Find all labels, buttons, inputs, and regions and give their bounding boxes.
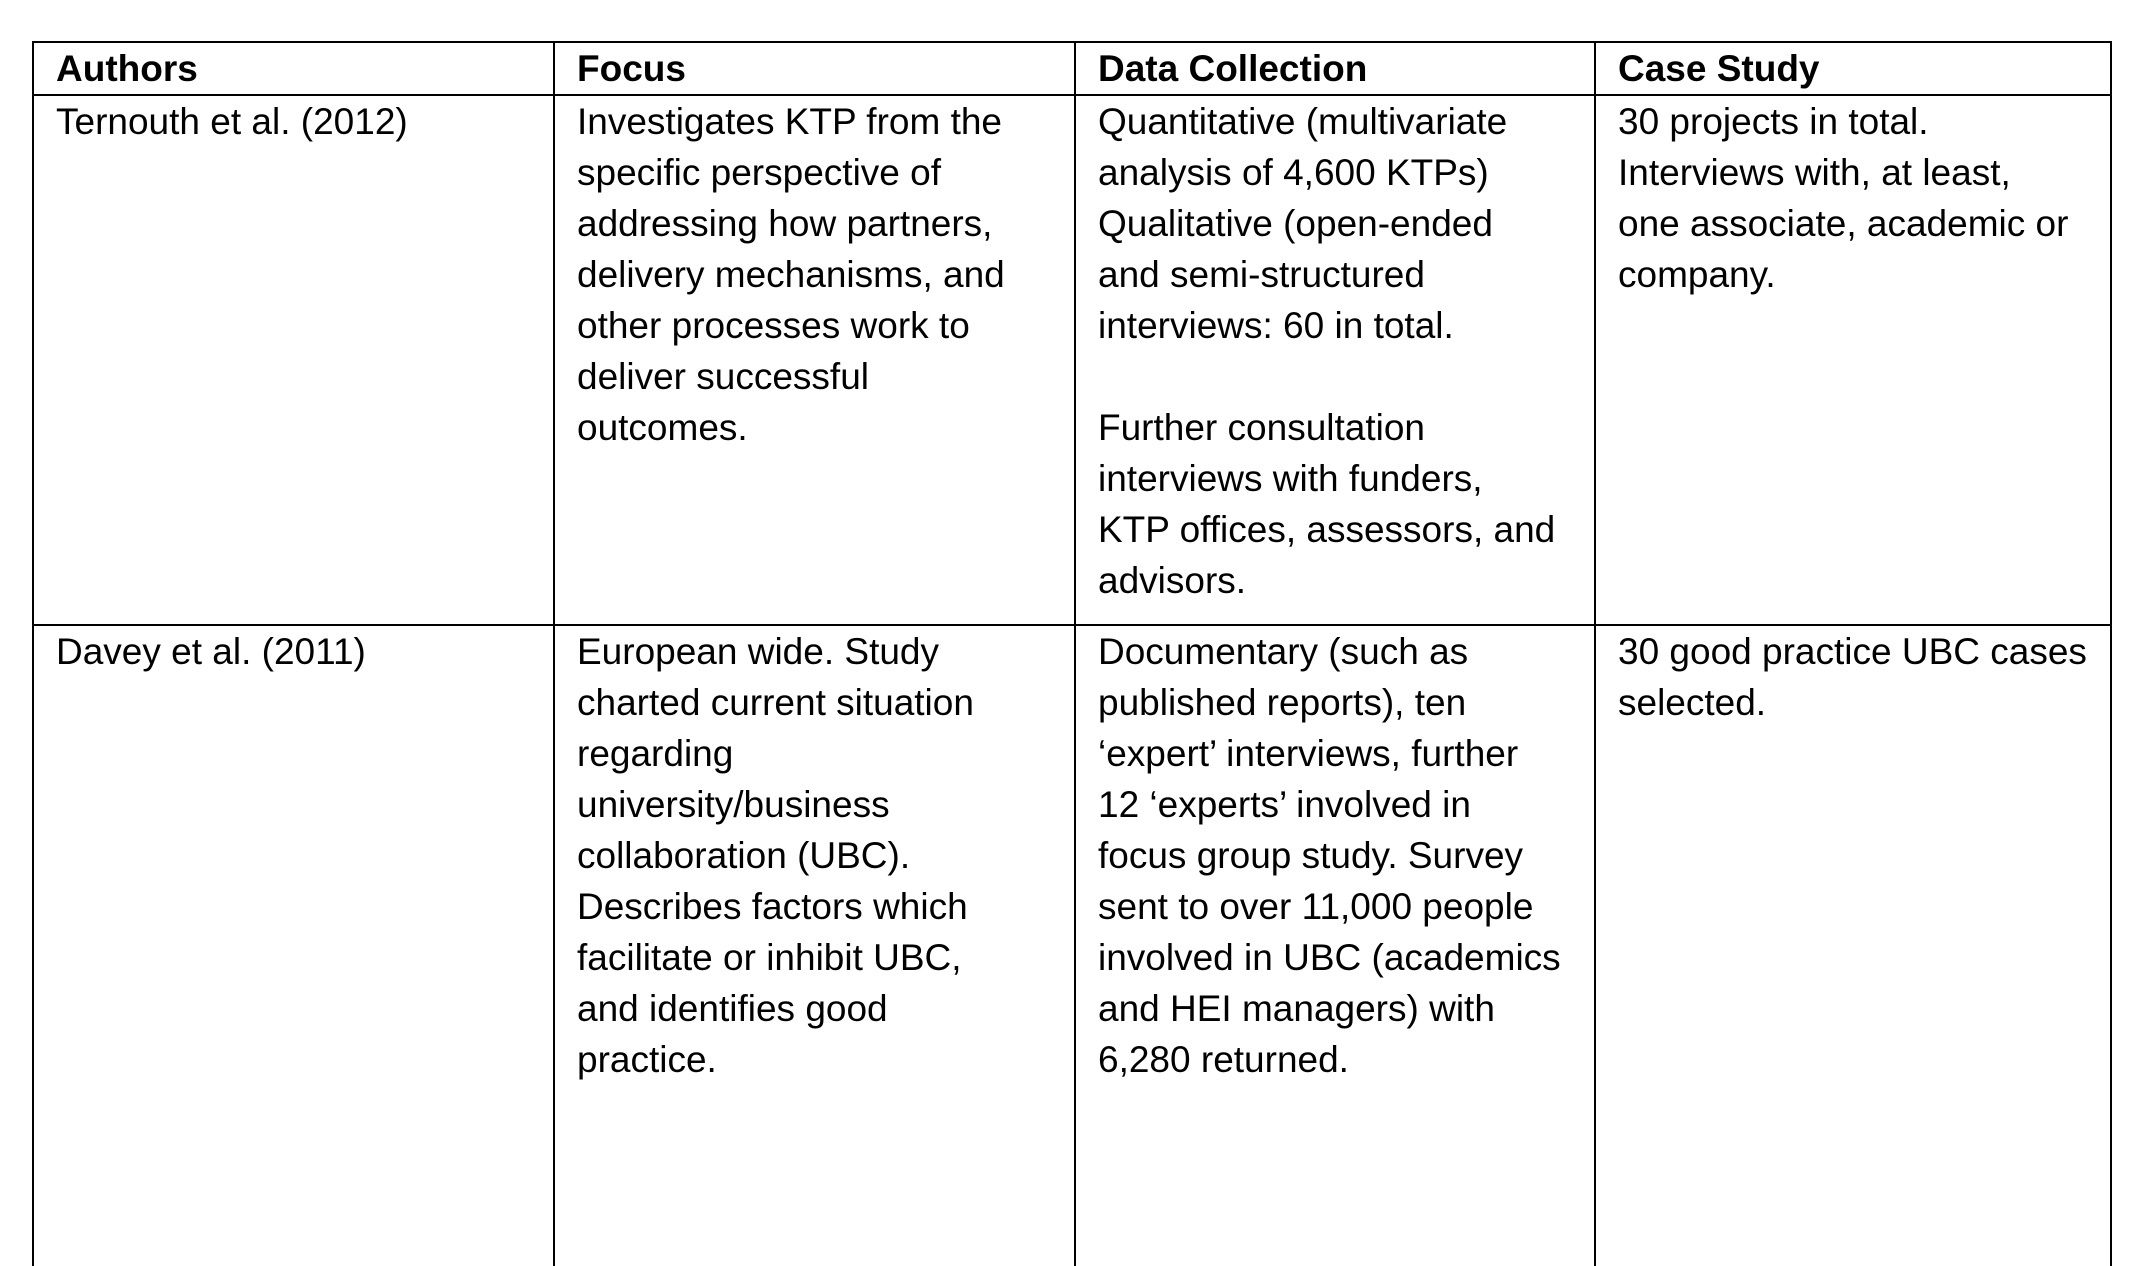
cell-authors <box>33 95 554 625</box>
focus-line: specific perspective of <box>577 152 942 193</box>
focus-line: charted current situation <box>577 682 974 723</box>
focus-line: Investigates KTP from the <box>577 101 1003 142</box>
cell-authors <box>33 625 554 1266</box>
focus-line: delivery mechanisms, and <box>577 254 1005 295</box>
case-study-line: selected. <box>1618 682 1767 723</box>
case-study-line: company. <box>1618 254 1776 295</box>
case-study-line: one associate, academic or <box>1618 203 2069 244</box>
data-collection-line: interviews with funders, <box>1098 458 1483 499</box>
table-row <box>33 95 2111 625</box>
data-collection-line: published reports), ten <box>1098 682 1467 723</box>
authors-text: Ternouth et al. (2012) <box>56 101 408 142</box>
paragraph-gap <box>1098 351 1576 402</box>
data-collection-line: sent to over 11,000 people <box>1098 886 1534 927</box>
focus-line: collaboration (UBC). <box>577 835 911 876</box>
data-collection-line: advisors. <box>1098 560 1247 601</box>
focus-line: university/business <box>577 784 890 825</box>
focus-line: practice. <box>577 1039 717 1080</box>
cell-focus <box>554 95 1075 625</box>
cell-case-study <box>1595 625 2111 1266</box>
data-collection-line: ‘expert’ interviews, further <box>1098 733 1519 774</box>
case-study-line: Interviews with, at least, <box>1618 152 2011 193</box>
data-collection-line: Documentary (such as <box>1098 631 1469 672</box>
case-study-line: 30 good practice UBC cases <box>1618 631 2087 672</box>
data-collection-line: 6,280 returned. <box>1098 1039 1349 1080</box>
cell-data-collection <box>1075 625 1595 1266</box>
focus-line: Describes factors which <box>577 886 968 927</box>
header-case-study: Case Study <box>1595 42 2111 95</box>
header-focus: Focus <box>554 42 1075 95</box>
focus-line: other processes work to <box>577 305 970 346</box>
header-data-collection: Data Collection <box>1075 42 1595 95</box>
data-collection-line: focus group study. Survey <box>1098 835 1524 876</box>
data-collection-line: Qualitative (open-ended <box>1098 203 1493 244</box>
data-collection-line: analysis of 4,600 KTPs) <box>1098 152 1489 193</box>
literature-review-table <box>32 41 2112 1266</box>
table-row <box>33 625 2111 1266</box>
cell-data-collection <box>1075 95 1595 625</box>
data-collection-line: Quantitative (multivariate <box>1098 101 1508 142</box>
focus-line: regarding <box>577 733 734 774</box>
header-row <box>33 42 2111 95</box>
cell-focus <box>554 625 1075 1266</box>
data-collection-line: and semi-structured <box>1098 254 1425 295</box>
focus-line: deliver successful <box>577 356 870 397</box>
focus-line: European wide. Study <box>577 631 940 672</box>
data-collection-line: involved in UBC (academics <box>1098 937 1561 978</box>
cell-case-study <box>1595 95 2111 625</box>
focus-line: addressing how partners, <box>577 203 993 244</box>
authors-text: Davey et al. (2011) <box>56 631 366 672</box>
data-collection-line: 12 ‘experts’ involved in <box>1098 784 1471 825</box>
data-collection-line: and HEI managers) with <box>1098 988 1495 1029</box>
data-collection-line: KTP offices, assessors, and <box>1098 509 1556 550</box>
data-collection-line: Further consultation <box>1098 407 1426 448</box>
focus-line: facilitate or inhibit UBC, <box>577 937 962 978</box>
header-authors: Authors <box>33 42 554 95</box>
focus-line: outcomes. <box>577 407 748 448</box>
data-collection-line: interviews: 60 in total. <box>1098 305 1454 346</box>
case-study-line: 30 projects in total. <box>1618 101 1929 142</box>
focus-line: and identifies good <box>577 988 888 1029</box>
